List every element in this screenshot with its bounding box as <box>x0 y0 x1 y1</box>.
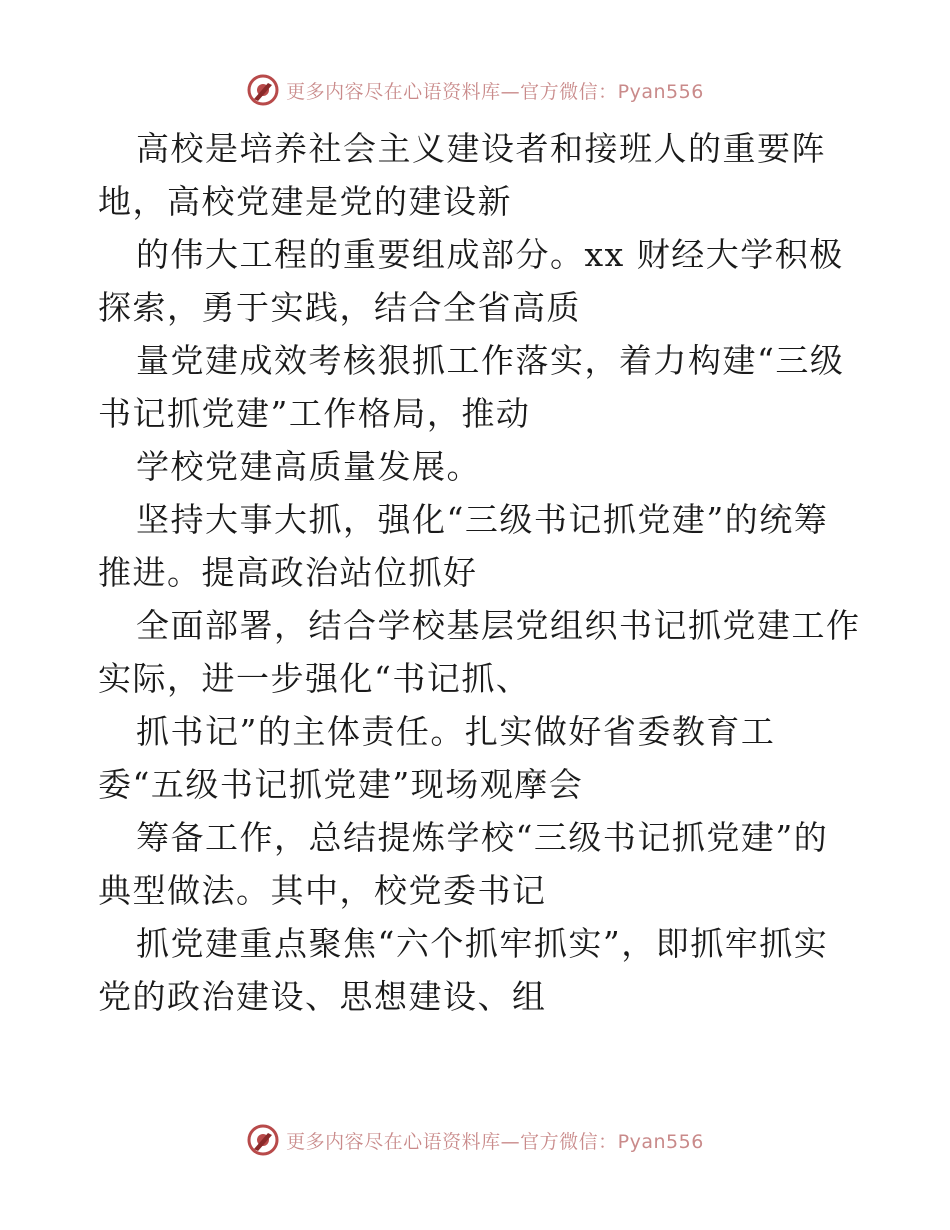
text-line: 抓书记”的主体责任。扎实做好省委教育工 <box>136 712 776 751</box>
text-line: 推进。提高政治站位抓好 <box>98 553 478 592</box>
text-line: 典型做法。其中，校党委书记 <box>98 871 547 910</box>
text-line: 量党建成效考核狠抓工作落实，着力构建“三级 <box>136 341 845 380</box>
watermark-header <box>0 70 950 110</box>
text-line: 实际，进一步强化“书记抓、 <box>98 659 531 698</box>
logo-icon <box>246 73 280 107</box>
text-line: 委“五级书记抓党建”现场观摩会 <box>98 765 584 804</box>
text-line: 全面部署，结合学校基层党组织书记抓党建工作 <box>136 606 861 645</box>
text-line: 探索，勇于实践，结合全省高质 <box>98 288 581 327</box>
text-line: 党的政治建设、思想建设、组 <box>98 977 547 1016</box>
watermark-text: 更多内容尽在心语资料库—官方微信：Pyan556 <box>286 80 704 103</box>
text-line: 地，高校党建是党的建设新 <box>98 182 512 221</box>
logo-icon <box>246 1123 280 1157</box>
text-line: 筹备工作，总结提炼学校“三级书记抓党建”的 <box>136 818 829 857</box>
text-line: 书记抓党建”工作格局，推动 <box>98 394 531 433</box>
text-line: 学校党建高质量发展。 <box>136 447 481 486</box>
text-line: 抓党建重点聚焦“六个抓牢抓实”，即抓牢抓实 <box>136 924 829 963</box>
text-line: 坚持大事大抓，强化“三级书记抓党建”的统筹 <box>136 500 829 539</box>
document-body <box>98 122 861 1023</box>
text-line: 的伟大工程的重要组成部分。xx 财经大学积极 <box>136 235 844 274</box>
watermark-footer <box>0 1120 950 1160</box>
watermark-text: 更多内容尽在心语资料库—官方微信：Pyan556 <box>286 1130 704 1153</box>
text-line: 高校是培养社会主义建设者和接班人的重要阵 <box>136 129 826 168</box>
